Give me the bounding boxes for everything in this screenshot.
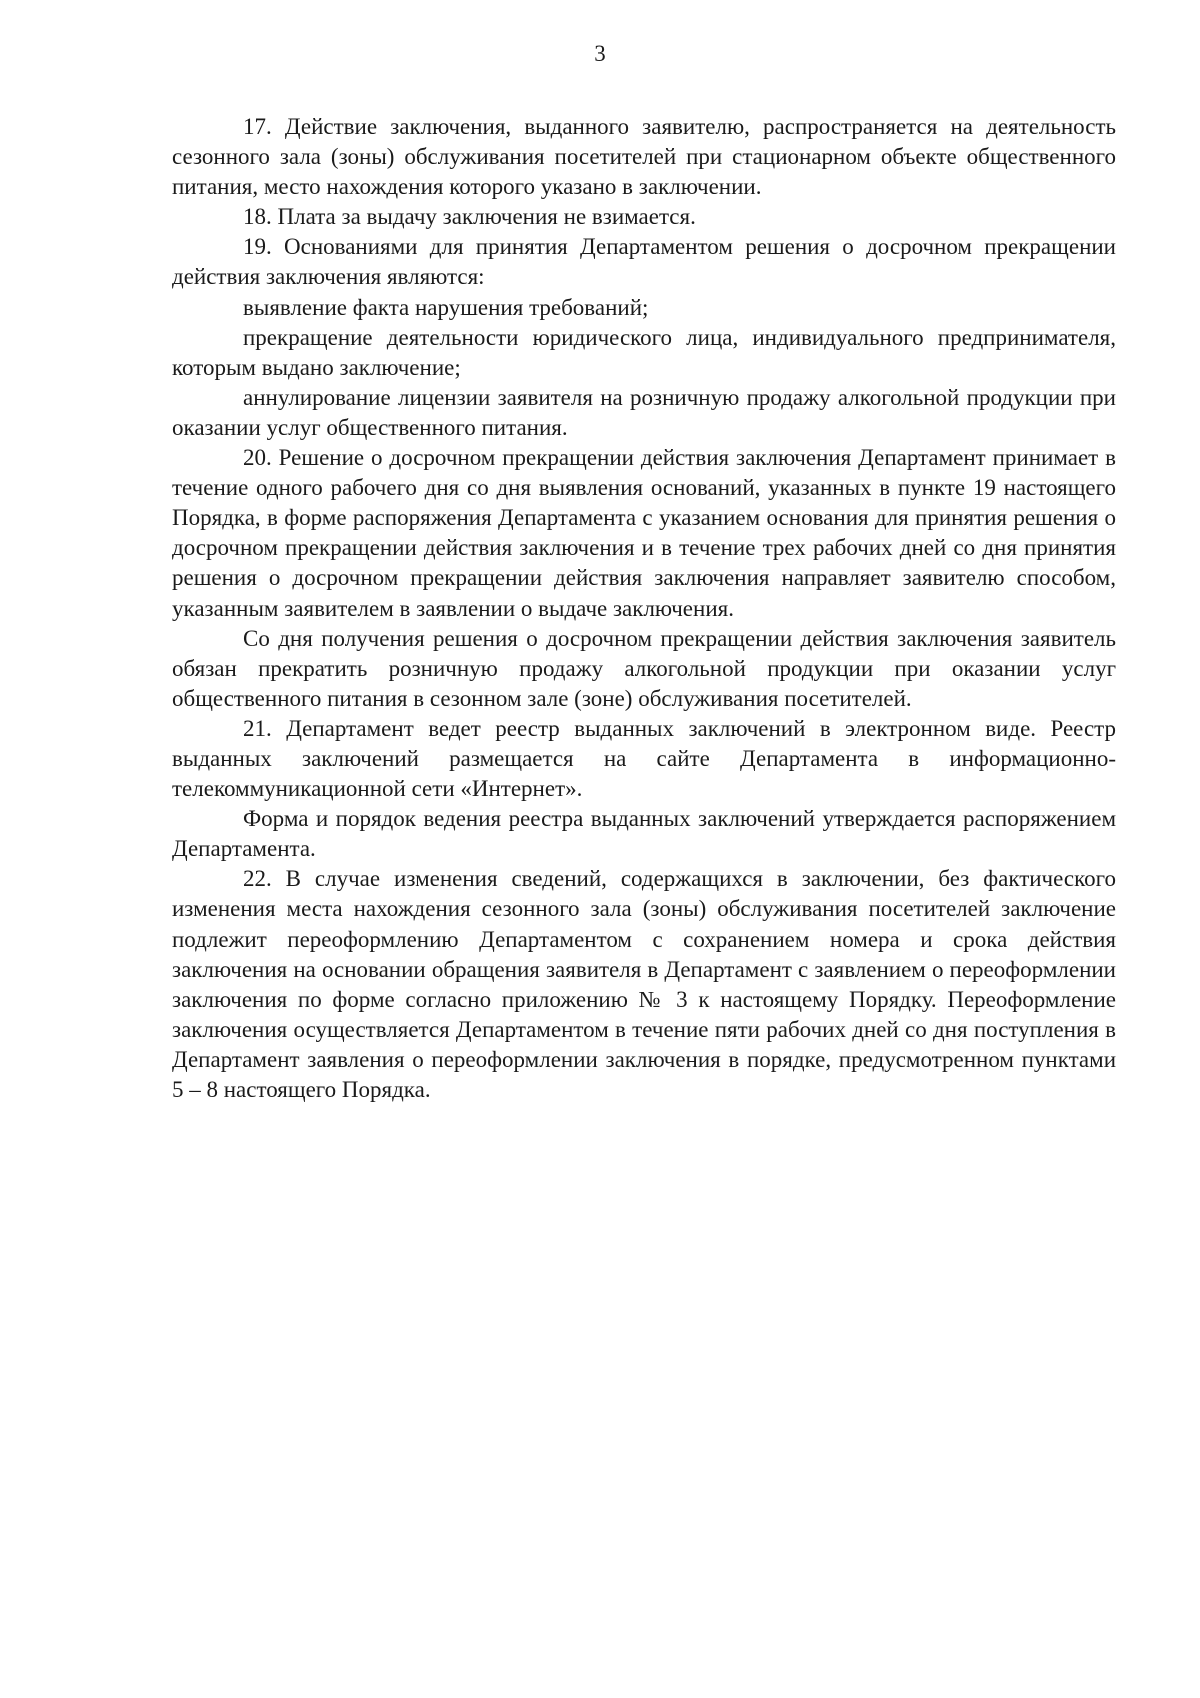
paragraph-21: 21. Департамент ведет реестр выданных заключений в электронном виде. Реестр выданных заключений размещается на сайте Департамента в информационно-телекоммуникационной сети «Интернет». — [172, 715, 1116, 802]
paragraph-20-continued: Со дня получения решения о досрочном прекращении действия заключения заявитель обязан прекратить розничную продажу алкогольной продукции при оказании услуг общественного питания в сезонном зале (зоне) обслуживания посетителей. — [172, 625, 1116, 711]
paragraph-20: 20. Решение о досрочном прекращении действия заключения Департамент принимает в течение одного рабочего дня со дня выявления оснований, указанных в пункте 19 настоящего Порядка, в форме распоряжения Департамента с указанием основания для принятия решения о досрочном прекращении действия заключения и в течение трех рабочих дней со дня принятия решения о досрочном прекращении действия заключения направляет заявителю способом, указанным заявителем в заявлении о выдаче заключения. — [172, 445, 1116, 621]
paragraph-19-item-2: прекращение деятельности юридического лица, индивидуального предпринимателя, которым выдано заключение; — [172, 324, 1116, 380]
paragraph-19-item-1: выявление факта нарушения требований; — [243, 294, 649, 320]
paragraph-17: 17. Действие заключения, выданного заявителю, распространяется на деятельность сезонного зала (зоны) обслуживания посетителей при стационарном объекте общественного питания, место нахождения которого указано в заключении. — [172, 114, 1116, 200]
paragraph-19: 19. Основаниями для принятия Департаментом решения о досрочном прекращении действия заключения являются: — [172, 234, 1116, 290]
paragraph-21-continued: Форма и порядок ведения реестра выданных заключений утверждается распоряжением Департамента. — [172, 806, 1116, 862]
document-body — [172, 112, 1116, 1105]
page-number: 3 — [594, 41, 606, 66]
paragraph-22: 22. В случае изменения сведений, содержащихся в заключении, без фактического изменения места нахождения сезонного зала (зоны) обслуживания посетителей заключение подлежит переоформлению Департаментом с сохранением номера и срока действия заключения на основании обращения заявителя в Департамент с заявлением о переоформлении заключения по форме согласно приложению № 3 к настоящему Порядку. Переоформление заключения осуществляется Департаментом в течение пяти рабочих дней со дня поступления в Департамент заявления о переоформлении заключения в порядке, предусмотренном пунктами 5 – 8 настоящего Порядка. — [172, 866, 1116, 1102]
paragraph-18: 18. Плата за выдачу заключения не взимается. — [243, 204, 696, 230]
paragraph-19-item-3: аннулирование лицензии заявителя на розничную продажу алкогольной продукции при оказании услуг общественного питания. — [172, 384, 1116, 440]
